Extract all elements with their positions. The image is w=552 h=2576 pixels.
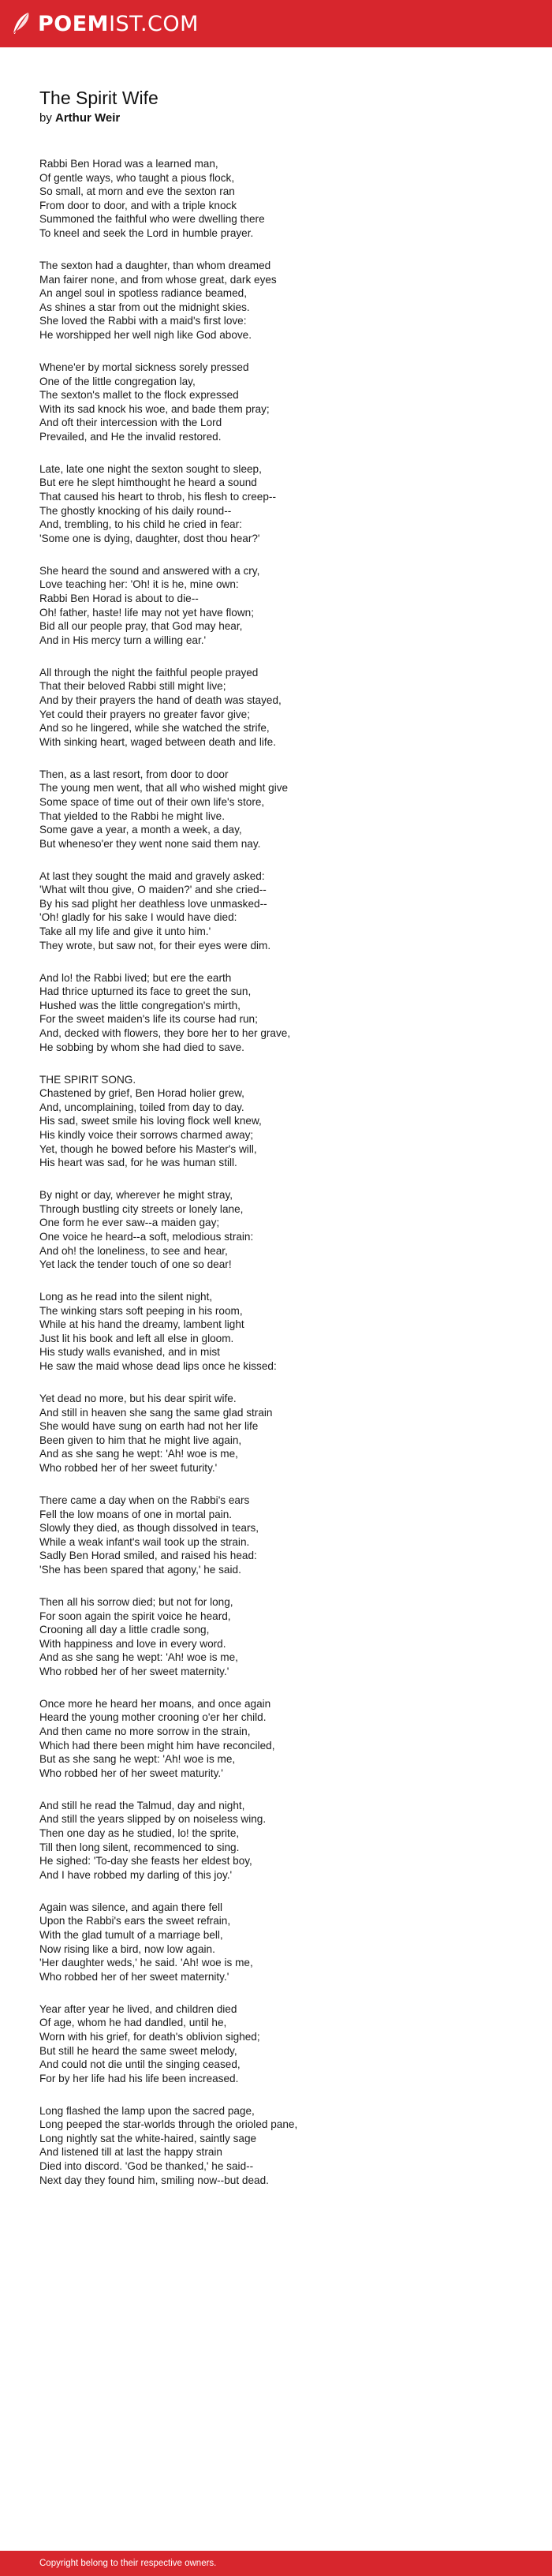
poem-line: Bid all our people pray, that God may hear, — [39, 620, 243, 633]
copyright-text: Copyright belong to their respective owners. — [39, 2559, 217, 2568]
poem-line: Chastened by grief, Ben Horad holier grew, — [39, 1087, 244, 1100]
poem-line: His kindly voice their sorrows charmed away; — [39, 1128, 254, 1141]
poem-line: Once more he heard her moans, and once again — [39, 1697, 271, 1710]
stanza — [39, 361, 528, 444]
poem-line: Hushed was the little congregation's mirth, — [39, 999, 241, 1011]
stanza — [39, 666, 528, 750]
poem-line: Through bustling city streets or lonely lane, — [39, 1202, 244, 1215]
poem-line: With its sad knock his woe, and bade them pray; — [39, 402, 270, 415]
poem-line: So small, at morn and eve the sexton ran — [39, 185, 235, 198]
poem-line: To kneel and seek the Lord in humble prayer. — [39, 226, 254, 239]
stanza — [39, 1697, 528, 1781]
poem-line: But ere he slept himthought he heard a sound — [39, 477, 257, 489]
poem-line: Who robbed her of her sweet maternity.' — [39, 1665, 229, 1677]
poem-line: She loved the Rabbi with a maid's first love: — [39, 315, 247, 327]
poem-line: And oh! the loneliness, to see and hear, — [39, 1244, 228, 1257]
poem-line: Fell the low moans of one in mortal pain. — [39, 1508, 233, 1520]
poem-line: Then, as a last resort, from door to door — [39, 768, 229, 780]
stanza — [39, 869, 528, 953]
poem-line: Heard the young mother crooning o'er her child. — [39, 1711, 267, 1724]
poem-line: Just lit his book and left all else in gloom. — [39, 1332, 234, 1344]
poem-line: With sinking heart, waged between death and life. — [39, 735, 277, 748]
poem-line: And, uncomplaining, toiled from day to day. — [39, 1101, 244, 1113]
by-label: by — [39, 111, 52, 125]
poem-line: With the glad tumult of a marriage bell, — [39, 1928, 223, 1941]
poem-line: Long nightly sat the white-haired, saintly sage — [39, 2132, 257, 2144]
poem-line: Now rising like a bird, now low again. — [39, 1942, 215, 1955]
site-header — [0, 0, 552, 47]
poem-line: And so he lingered, while she watched the strife, — [39, 722, 270, 735]
poem-line: 'Oh! gladly for his sake I would have died: — [39, 911, 237, 924]
poem-line: 'Her daughter weds,' he said. 'Ah! woe is me, — [39, 1957, 253, 1969]
poem-line: By night or day, wherever he might stray, — [39, 1189, 233, 1202]
poem-line: And as she sang he wept: 'Ah! woe is me, — [39, 1651, 238, 1664]
site-footer — [0, 2551, 552, 2576]
poem-line: Then one day as he studied, lo! the sprite, — [39, 1827, 240, 1840]
poem-line: Upon the Rabbi's ears the sweet refrain, — [39, 1915, 231, 1927]
poem-line: Then all his sorrow died; but not for long, — [39, 1595, 233, 1608]
poem-line: While a weak infant's wail took up the strain. — [39, 1535, 250, 1548]
poem-line: That their beloved Rabbi still might live; — [39, 680, 226, 693]
poem-line: Rabbi Ben Horad was a learned man, — [39, 158, 218, 170]
poem-line: And listened till at last the happy strain — [39, 2146, 222, 2159]
poem-line: Yet could their prayers no greater favor give; — [39, 708, 250, 720]
stanza — [39, 1494, 528, 1577]
poem-line: Love teaching her: 'Oh! it is he, mine own: — [39, 578, 239, 591]
poem-line: Yet dead no more, but his dear spirit wife. — [39, 1393, 237, 1405]
stanza — [39, 157, 528, 241]
poem-line: At last they sought the maid and gravely asked: — [39, 869, 265, 882]
poem-line: Had thrice upturned its face to greet the sun, — [39, 985, 252, 998]
poem-line: Died into discord. 'God be thanked,' he said-- — [39, 2160, 254, 2173]
byline — [39, 111, 528, 125]
author-link[interactable]: Arthur Weir — [55, 111, 121, 125]
poem-line: Whene'er by mortal sickness sorely pressed — [39, 361, 249, 373]
poem-line: Man fairer none, and from whose great, dark eyes — [39, 273, 277, 286]
poem-line: The sexton's mallet to the flock expressed — [39, 389, 239, 402]
poem-line: Year after year he lived, and children died — [39, 2002, 237, 2015]
poem-line: She heard the sound and answered with a cry, — [39, 564, 260, 577]
poem-body — [39, 157, 528, 2187]
poem-title: The Spirit Wife — [39, 88, 159, 108]
poem-line: As shines a star from out the midnight skies. — [39, 301, 250, 313]
poem-line: Late, late one night the sexton sought to sleep, — [39, 462, 262, 475]
poem-line: By his sad plight her deathless love unmasked-- — [39, 897, 267, 910]
poem-line: He sobbing by whom she had died to save. — [39, 1041, 244, 1053]
poem-line: He sighed: 'To-day she feasts her eldest boy, — [39, 1855, 252, 1868]
poem-line: Slowly they died, as though dissolved in tears, — [39, 1522, 259, 1535]
poem-line: Who robbed her of her sweet maturity.' — [39, 1767, 223, 1779]
stanza — [39, 1290, 528, 1374]
poem-line: Who robbed her of her sweet maternity.' — [39, 1970, 229, 1983]
poem-line: The young men went, that all who wished might give — [39, 782, 289, 794]
stanza — [39, 1073, 528, 1170]
poem-line: Long peeped the star-worlds through the orioled pane, — [39, 2118, 298, 2131]
poem-line: They wrote, but saw not, for their eyes were dim. — [39, 939, 271, 952]
poem-line: His heart was sad, for he was human still. — [39, 1157, 237, 1169]
poem-line: Till then long silent, recommenced to sing. — [39, 1841, 240, 1853]
stanza — [39, 1595, 528, 1679]
poem-line: One form he ever saw--a maiden gay; — [39, 1217, 220, 1229]
poem-line: And in His mercy turn a willing ear.' — [39, 634, 207, 646]
poem-line: But as she sang he wept: 'Ah! woe is me, — [39, 1753, 236, 1766]
poem-line: And, decked with flowers, they bore her to her grave, — [39, 1027, 291, 1039]
poem-line: Of age, whom he had dandled, until he, — [39, 2017, 227, 2029]
poem-line: His study walls evanished, and in mist — [39, 1346, 220, 1359]
poem-content — [39, 87, 528, 2206]
stanza — [39, 971, 528, 1055]
poem-line: Some space of time out of their own life's store, — [39, 795, 265, 808]
poem-line: And, trembling, to his child he cried in fear: — [39, 518, 242, 531]
poem-line: Summoned the faithful who were dwelling there — [39, 213, 265, 226]
poem-line: She would have sung on earth had not her life — [39, 1420, 259, 1433]
poem-line: For the sweet maiden's life its course had run; — [39, 1013, 258, 1026]
logo-text — [38, 12, 199, 36]
poem-line: One voice he heard--a soft, melodious strain: — [39, 1230, 254, 1243]
quill-icon — [11, 12, 32, 36]
poem-line: For by her life had his life been increased. — [39, 2072, 239, 2084]
poem-line: The sexton had a daughter, than whom dreamed — [39, 259, 271, 271]
poem-line: But still he heard the same sweet melody, — [39, 2044, 237, 2057]
stanza — [39, 1188, 528, 1272]
poem-line: Which had there been might him have reconciled, — [39, 1739, 275, 1752]
stanza — [39, 2104, 528, 2188]
poem-line: Prevailed, and He the invalid restored. — [39, 430, 222, 443]
stanza — [39, 1901, 528, 1984]
poem-line: Been given to him that he might live again, — [39, 1434, 242, 1446]
logo-light-text: IST.COM — [109, 11, 199, 36]
poem-line: Sadly Ben Horad smiled, and raised his head: — [39, 1550, 257, 1562]
poem-line: For soon again the spirit voice he heard, — [39, 1610, 231, 1622]
poem-line: Long as he read into the silent night, — [39, 1291, 213, 1303]
poem-line: Oh! father, haste! life may not yet have flown; — [39, 606, 255, 619]
poem-line: Worn with his grief, for death's oblivion sighed; — [39, 2030, 260, 2043]
poem-line: All through the night the faithful people prayed — [39, 666, 259, 679]
poem-line: An angel soul in spotless radiance beamed, — [39, 287, 247, 300]
poem-line: And lo! the Rabbi lived; but ere the earth — [39, 971, 232, 984]
stanza — [39, 768, 528, 851]
poem-line: He worshipped her well nigh like God above. — [39, 328, 252, 341]
poem-line: And as she sang he wept: 'Ah! woe is me, — [39, 1448, 238, 1460]
poem-line: And still he read the Talmud, day and night, — [39, 1799, 245, 1811]
poem-line: And oft their intercession with the Lord — [39, 417, 222, 429]
poem-line: And I have robbed my darling of this joy.' — [39, 1868, 233, 1881]
poem-line: And still the years slipped by on noiseless wing. — [39, 1813, 267, 1826]
poem-line: With happiness and love in every word. — [39, 1637, 226, 1650]
poem-line: Crooning all day a little cradle song, — [39, 1624, 210, 1636]
poem-line: From door to door, and with a triple knock — [39, 199, 237, 211]
poem-line: And by their prayers the hand of death was stayed, — [39, 694, 282, 706]
stanza — [39, 1392, 528, 1475]
poem-line: That caused his heart to throb, his flesh to creep-- — [39, 491, 276, 503]
poem-line: While at his hand the dreamy, lambent light — [39, 1318, 244, 1331]
poem-line: Some gave a year, a month a week, a day, — [39, 824, 242, 836]
poem-line: Of gentle ways, who taught a pious flock, — [39, 171, 235, 184]
poem-line: Take all my life and give it unto him.' — [39, 925, 211, 938]
stanza — [39, 564, 528, 648]
stanza — [39, 259, 528, 342]
poem-line: And still in heaven she sang the same glad strain — [39, 1406, 273, 1419]
poem-line: 'Some one is dying, daughter, dost thou hear?' — [39, 532, 260, 544]
poem-line: Yet, though he bowed before his Master's will, — [39, 1142, 257, 1155]
poem-line: Long flashed the lamp upon the sacred page, — [39, 2104, 255, 2117]
poem-line: The winking stars soft peeping in his room, — [39, 1304, 243, 1317]
poem-line: Yet lack the tender touch of one so dear! — [39, 1258, 232, 1271]
poem-line: And could not die until the singing ceased, — [39, 2058, 241, 2071]
site-logo-link[interactable] — [11, 12, 199, 36]
logo-bold-text: POEM — [38, 11, 110, 36]
poem-line: Again was silence, and again there fell — [39, 1901, 222, 1913]
poem-line: Who robbed her of her sweet futurity.' — [39, 1462, 218, 1474]
poem-line: 'What wilt thou give, O maiden?' and she cried-- — [39, 884, 267, 896]
poem-line: Next day they found him, smiling now--but dead. — [39, 2174, 269, 2186]
poem-line: One of the little congregation lay, — [39, 375, 196, 387]
poem-line: And then came no more sorrow in the strain, — [39, 1725, 251, 1738]
poem-line: That yielded to the Rabbi he might live. — [39, 809, 226, 822]
poem-line: He saw the maid whose dead lips once he kissed: — [39, 1360, 277, 1373]
poem-line: THE SPIRIT SONG. — [39, 1073, 136, 1086]
stanza — [39, 2002, 528, 2086]
poem-line: There came a day when on the Rabbi's ears — [39, 1494, 250, 1506]
poem-line: His sad, sweet smile his loving flock well knew, — [39, 1115, 262, 1127]
poem-line: The ghostly knocking of his daily round-- — [39, 504, 232, 517]
poem-line: 'She has been spared that agony,' he said. — [39, 1563, 241, 1576]
stanza — [39, 1799, 528, 1882]
stanza — [39, 462, 528, 546]
poem-line: Rabbi Ben Horad is about to die-- — [39, 593, 199, 604]
poem-line: But wheneso'er they went none said them nay. — [39, 837, 261, 850]
